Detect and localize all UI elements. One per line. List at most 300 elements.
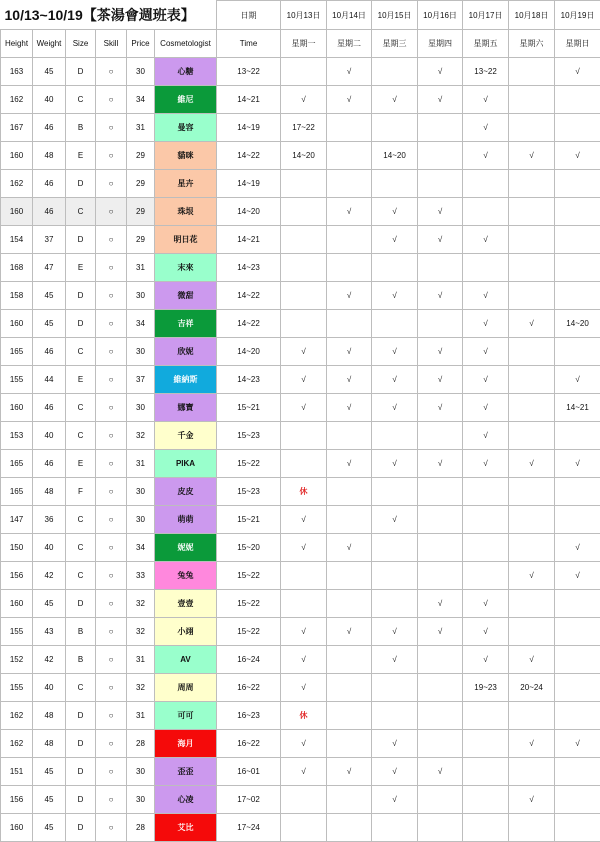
check-mark: √ bbox=[509, 786, 555, 814]
cell-price: 34 bbox=[127, 534, 155, 562]
cosmetologist-name: 海月 bbox=[155, 730, 217, 758]
day-cell bbox=[509, 702, 555, 730]
check-mark: √ bbox=[463, 114, 509, 142]
weekday-header: 星期一 bbox=[281, 30, 327, 58]
day-cell bbox=[418, 534, 463, 562]
check-mark: √ bbox=[327, 58, 372, 86]
day-cell bbox=[281, 198, 327, 226]
cell-price: 31 bbox=[127, 702, 155, 730]
table-row bbox=[1, 534, 600, 562]
cell-size: E bbox=[66, 142, 96, 170]
cosmetologist-name: 皮皮 bbox=[155, 478, 217, 506]
cell-price: 30 bbox=[127, 506, 155, 534]
day-cell bbox=[509, 534, 555, 562]
cell-time: 16~24 bbox=[217, 646, 281, 674]
check-mark: √ bbox=[463, 450, 509, 478]
cell-size: D bbox=[66, 786, 96, 814]
cosmetologist-name: 微甜 bbox=[155, 282, 217, 310]
cell-time: 16~22 bbox=[217, 730, 281, 758]
day-cell bbox=[509, 170, 555, 198]
cell-size: C bbox=[66, 198, 96, 226]
check-mark: √ bbox=[463, 282, 509, 310]
cell-size: C bbox=[66, 562, 96, 590]
day-cell bbox=[463, 170, 509, 198]
column-header-weight: Weight bbox=[33, 30, 66, 58]
cell-size: D bbox=[66, 814, 96, 842]
check-mark: √ bbox=[463, 394, 509, 422]
day-cell bbox=[418, 646, 463, 674]
check-mark: √ bbox=[281, 86, 327, 114]
cosmetologist-name: PIKA bbox=[155, 450, 217, 478]
cell-skill: ○ bbox=[96, 366, 127, 394]
check-mark: √ bbox=[555, 730, 600, 758]
day-cell bbox=[418, 114, 463, 142]
day-cell bbox=[509, 254, 555, 282]
day-cell bbox=[327, 814, 372, 842]
day-cell bbox=[327, 254, 372, 282]
cell-price: 32 bbox=[127, 590, 155, 618]
day-cell bbox=[327, 646, 372, 674]
cell-size: D bbox=[66, 758, 96, 786]
day-cell bbox=[372, 702, 418, 730]
day-cell bbox=[555, 758, 600, 786]
cell-height: 151 bbox=[1, 758, 33, 786]
cell-size: D bbox=[66, 590, 96, 618]
cell-skill: ○ bbox=[96, 730, 127, 758]
cell-price: 31 bbox=[127, 254, 155, 282]
cosmetologist-name: 妮妮 bbox=[155, 534, 217, 562]
check-mark: √ bbox=[281, 366, 327, 394]
cell-weight: 40 bbox=[33, 86, 66, 114]
day-cell bbox=[327, 506, 372, 534]
weekday-header: 星期三 bbox=[372, 30, 418, 58]
day-cell bbox=[418, 814, 463, 842]
day-cell bbox=[281, 450, 327, 478]
day-cell bbox=[509, 590, 555, 618]
cell-height: 155 bbox=[1, 366, 33, 394]
day-cell bbox=[509, 114, 555, 142]
check-mark: √ bbox=[281, 758, 327, 786]
day-cell bbox=[281, 226, 327, 254]
table-row bbox=[1, 730, 600, 758]
day-cell bbox=[418, 254, 463, 282]
cell-skill: ○ bbox=[96, 534, 127, 562]
day-cell bbox=[372, 478, 418, 506]
check-mark: √ bbox=[463, 226, 509, 254]
cell-size: D bbox=[66, 226, 96, 254]
table-row bbox=[1, 674, 600, 702]
cell-size: D bbox=[66, 170, 96, 198]
check-mark: √ bbox=[463, 86, 509, 114]
day-cell bbox=[327, 562, 372, 590]
cell-price: 30 bbox=[127, 338, 155, 366]
cell-price: 30 bbox=[127, 478, 155, 506]
cell-price: 29 bbox=[127, 142, 155, 170]
day-cell: 14~20 bbox=[372, 142, 418, 170]
cell-size: D bbox=[66, 58, 96, 86]
cell-time: 17~02 bbox=[217, 786, 281, 814]
day-cell: 17~22 bbox=[281, 114, 327, 142]
cell-size: C bbox=[66, 86, 96, 114]
cell-price: 29 bbox=[127, 226, 155, 254]
check-mark: √ bbox=[372, 338, 418, 366]
day-cell bbox=[327, 590, 372, 618]
cell-skill: ○ bbox=[96, 198, 127, 226]
cell-height: 167 bbox=[1, 114, 33, 142]
table-row bbox=[1, 786, 600, 814]
check-mark: √ bbox=[509, 142, 555, 170]
cell-time: 16~01 bbox=[217, 758, 281, 786]
table-row bbox=[1, 198, 600, 226]
cell-skill: ○ bbox=[96, 282, 127, 310]
cell-height: 160 bbox=[1, 394, 33, 422]
cell-price: 30 bbox=[127, 58, 155, 86]
day-cell bbox=[463, 758, 509, 786]
cell-height: 163 bbox=[1, 58, 33, 86]
check-mark: √ bbox=[281, 646, 327, 674]
date-header: 10月19日 bbox=[555, 1, 600, 30]
day-cell bbox=[463, 478, 509, 506]
table-row bbox=[1, 506, 600, 534]
weekday-header: 星期二 bbox=[327, 30, 372, 58]
day-cell bbox=[463, 786, 509, 814]
day-cell bbox=[418, 422, 463, 450]
day-cell bbox=[327, 114, 372, 142]
date-header: 10月18日 bbox=[509, 1, 555, 30]
day-cell bbox=[281, 310, 327, 338]
day-cell bbox=[372, 534, 418, 562]
cell-weight: 40 bbox=[33, 534, 66, 562]
cell-weight: 44 bbox=[33, 366, 66, 394]
cell-weight: 45 bbox=[33, 814, 66, 842]
cell-price: 31 bbox=[127, 114, 155, 142]
check-mark: √ bbox=[372, 86, 418, 114]
day-cell bbox=[509, 814, 555, 842]
cell-skill: ○ bbox=[96, 170, 127, 198]
weekday-header: 星期五 bbox=[463, 30, 509, 58]
date-header: 10月14日 bbox=[327, 1, 372, 30]
check-mark: √ bbox=[372, 394, 418, 422]
check-mark: √ bbox=[372, 646, 418, 674]
cell-weight: 45 bbox=[33, 310, 66, 338]
cell-weight: 45 bbox=[33, 282, 66, 310]
table-row bbox=[1, 282, 600, 310]
cell-price: 37 bbox=[127, 366, 155, 394]
day-cell bbox=[555, 198, 600, 226]
day-cell bbox=[418, 730, 463, 758]
cell-skill: ○ bbox=[96, 646, 127, 674]
day-cell bbox=[555, 674, 600, 702]
cell-weight: 40 bbox=[33, 674, 66, 702]
cell-price: 32 bbox=[127, 422, 155, 450]
cell-height: 160 bbox=[1, 814, 33, 842]
table-row bbox=[1, 142, 600, 170]
weekday-header: 星期六 bbox=[509, 30, 555, 58]
cell-time: 14~19 bbox=[217, 170, 281, 198]
day-cell bbox=[509, 394, 555, 422]
cell-weight: 48 bbox=[33, 730, 66, 758]
check-mark: √ bbox=[327, 758, 372, 786]
day-cell bbox=[418, 506, 463, 534]
day-cell bbox=[327, 730, 372, 758]
cosmetologist-name: 心凌 bbox=[155, 786, 217, 814]
cell-price: 28 bbox=[127, 814, 155, 842]
check-mark: √ bbox=[327, 198, 372, 226]
cosmetologist-name: 貓咪 bbox=[155, 142, 217, 170]
day-cell bbox=[463, 814, 509, 842]
cell-weight: 45 bbox=[33, 590, 66, 618]
check-mark: √ bbox=[555, 366, 600, 394]
check-mark: √ bbox=[418, 394, 463, 422]
cell-height: 156 bbox=[1, 786, 33, 814]
cell-price: 30 bbox=[127, 394, 155, 422]
day-cell: 14~20 bbox=[281, 142, 327, 170]
time-label: Time bbox=[217, 30, 281, 58]
table-row bbox=[1, 366, 600, 394]
day-cell bbox=[418, 310, 463, 338]
check-mark: √ bbox=[372, 226, 418, 254]
cosmetologist-name: 壹壹 bbox=[155, 590, 217, 618]
check-mark: √ bbox=[418, 758, 463, 786]
cosmetologist-name: 吉祥 bbox=[155, 310, 217, 338]
cell-skill: ○ bbox=[96, 142, 127, 170]
table-row bbox=[1, 814, 600, 842]
cell-skill: ○ bbox=[96, 618, 127, 646]
cell-height: 155 bbox=[1, 674, 33, 702]
day-cell bbox=[555, 478, 600, 506]
check-mark: √ bbox=[372, 282, 418, 310]
cell-height: 156 bbox=[1, 562, 33, 590]
date-header: 10月15日 bbox=[372, 1, 418, 30]
cell-height: 160 bbox=[1, 142, 33, 170]
check-mark: √ bbox=[418, 450, 463, 478]
day-cell bbox=[327, 226, 372, 254]
day-cell bbox=[555, 422, 600, 450]
cell-weight: 46 bbox=[33, 394, 66, 422]
cosmetologist-name: 兔兔 bbox=[155, 562, 217, 590]
check-mark: √ bbox=[509, 730, 555, 758]
cosmetologist-name: 娜寶 bbox=[155, 394, 217, 422]
cell-weight: 48 bbox=[33, 702, 66, 730]
cell-weight: 46 bbox=[33, 338, 66, 366]
cosmetologist-name: 心糖 bbox=[155, 58, 217, 86]
cell-weight: 43 bbox=[33, 618, 66, 646]
table-row bbox=[1, 226, 600, 254]
cell-skill: ○ bbox=[96, 814, 127, 842]
cell-weight: 42 bbox=[33, 562, 66, 590]
cell-size: E bbox=[66, 254, 96, 282]
day-cell bbox=[281, 254, 327, 282]
day-cell bbox=[281, 562, 327, 590]
cosmetologist-name: 欣妮 bbox=[155, 338, 217, 366]
cell-weight: 48 bbox=[33, 142, 66, 170]
column-header-skill: Skill bbox=[96, 30, 127, 58]
cell-time: 14~21 bbox=[217, 86, 281, 114]
check-mark: √ bbox=[281, 618, 327, 646]
cell-skill: ○ bbox=[96, 506, 127, 534]
cell-time: 15~20 bbox=[217, 534, 281, 562]
cell-size: D bbox=[66, 310, 96, 338]
table-row bbox=[1, 338, 600, 366]
day-cell bbox=[281, 814, 327, 842]
day-cell bbox=[509, 506, 555, 534]
table-row bbox=[1, 254, 600, 282]
weekday-header: 星期四 bbox=[418, 30, 463, 58]
cell-skill: ○ bbox=[96, 562, 127, 590]
cell-size: C bbox=[66, 674, 96, 702]
day-cell bbox=[555, 170, 600, 198]
day-cell bbox=[555, 618, 600, 646]
day-cell bbox=[555, 814, 600, 842]
cell-time: 14~22 bbox=[217, 282, 281, 310]
day-cell bbox=[281, 58, 327, 86]
cell-time: 15~22 bbox=[217, 590, 281, 618]
check-mark: √ bbox=[418, 618, 463, 646]
cell-height: 165 bbox=[1, 338, 33, 366]
day-cell bbox=[509, 338, 555, 366]
day-cell bbox=[418, 674, 463, 702]
cell-skill: ○ bbox=[96, 394, 127, 422]
cell-weight: 45 bbox=[33, 58, 66, 86]
check-mark: √ bbox=[281, 730, 327, 758]
cell-time: 14~23 bbox=[217, 254, 281, 282]
column-header-cosmetologist: Cosmetologist bbox=[155, 30, 217, 58]
cell-skill: ○ bbox=[96, 422, 127, 450]
check-mark: √ bbox=[372, 198, 418, 226]
day-cell bbox=[372, 590, 418, 618]
cosmetologist-name: 可可 bbox=[155, 702, 217, 730]
cell-height: 155 bbox=[1, 618, 33, 646]
column-header-size: Size bbox=[66, 30, 96, 58]
check-mark: √ bbox=[327, 618, 372, 646]
cell-price: 31 bbox=[127, 450, 155, 478]
cosmetologist-name: 曼容 bbox=[155, 114, 217, 142]
cell-skill: ○ bbox=[96, 450, 127, 478]
cell-weight: 47 bbox=[33, 254, 66, 282]
day-cell bbox=[509, 758, 555, 786]
cell-price: 29 bbox=[127, 170, 155, 198]
cell-time: 15~23 bbox=[217, 478, 281, 506]
cell-skill: ○ bbox=[96, 478, 127, 506]
rest-mark: 休 bbox=[281, 702, 327, 730]
day-cell bbox=[555, 702, 600, 730]
table-row bbox=[1, 114, 600, 142]
date-header: 10月17日 bbox=[463, 1, 509, 30]
check-mark: √ bbox=[281, 534, 327, 562]
day-cell: 20~24 bbox=[509, 674, 555, 702]
day-cell bbox=[555, 86, 600, 114]
check-mark: √ bbox=[372, 450, 418, 478]
cell-price: 34 bbox=[127, 310, 155, 338]
day-cell bbox=[372, 422, 418, 450]
check-mark: √ bbox=[327, 534, 372, 562]
day-cell bbox=[555, 338, 600, 366]
table-row bbox=[1, 478, 600, 506]
day-cell: 14~21 bbox=[555, 394, 600, 422]
day-cell: 13~22 bbox=[463, 58, 509, 86]
check-mark: √ bbox=[281, 674, 327, 702]
day-cell bbox=[418, 562, 463, 590]
cell-price: 32 bbox=[127, 674, 155, 702]
cosmetologist-name: 明日花 bbox=[155, 226, 217, 254]
day-cell bbox=[463, 198, 509, 226]
cosmetologist-name: AV bbox=[155, 646, 217, 674]
cell-height: 160 bbox=[1, 310, 33, 338]
cell-height: 165 bbox=[1, 478, 33, 506]
cell-size: C bbox=[66, 422, 96, 450]
day-cell: 19~23 bbox=[463, 674, 509, 702]
day-cell bbox=[509, 618, 555, 646]
cell-time: 16~23 bbox=[217, 702, 281, 730]
cell-size: E bbox=[66, 366, 96, 394]
cell-height: 147 bbox=[1, 506, 33, 534]
cell-price: 30 bbox=[127, 786, 155, 814]
table-row bbox=[1, 702, 600, 730]
cell-price: 28 bbox=[127, 730, 155, 758]
cell-price: 34 bbox=[127, 86, 155, 114]
check-mark: √ bbox=[463, 618, 509, 646]
day-cell bbox=[281, 786, 327, 814]
cell-size: C bbox=[66, 338, 96, 366]
weekday-header: 星期日 bbox=[555, 30, 600, 58]
day-cell bbox=[281, 422, 327, 450]
check-mark: √ bbox=[281, 394, 327, 422]
day-cell bbox=[463, 534, 509, 562]
cell-weight: 48 bbox=[33, 478, 66, 506]
cell-skill: ○ bbox=[96, 310, 127, 338]
day-cell bbox=[509, 198, 555, 226]
day-cell bbox=[281, 590, 327, 618]
table-row bbox=[1, 422, 600, 450]
cell-skill: ○ bbox=[96, 58, 127, 86]
check-mark: √ bbox=[463, 646, 509, 674]
day-cell bbox=[327, 422, 372, 450]
cell-weight: 46 bbox=[33, 198, 66, 226]
cell-size: F bbox=[66, 478, 96, 506]
cell-size: D bbox=[66, 730, 96, 758]
table-row bbox=[1, 450, 600, 478]
table-row bbox=[1, 394, 600, 422]
column-header-price: Price bbox=[127, 30, 155, 58]
cell-weight: 46 bbox=[33, 114, 66, 142]
table-row bbox=[1, 758, 600, 786]
cell-time: 13~22 bbox=[217, 58, 281, 86]
cell-weight: 46 bbox=[33, 170, 66, 198]
cell-price: 30 bbox=[127, 282, 155, 310]
cell-skill: ○ bbox=[96, 254, 127, 282]
cosmetologist-name: 歪歪 bbox=[155, 758, 217, 786]
day-cell bbox=[463, 702, 509, 730]
cell-time: 15~22 bbox=[217, 450, 281, 478]
day-cell bbox=[327, 786, 372, 814]
check-mark: √ bbox=[327, 394, 372, 422]
cell-size: D bbox=[66, 702, 96, 730]
cell-size: B bbox=[66, 646, 96, 674]
cell-time: 15~21 bbox=[217, 394, 281, 422]
check-mark: √ bbox=[509, 310, 555, 338]
check-mark: √ bbox=[327, 450, 372, 478]
page-title: 10/13~10/19【茶湯會週班表】 bbox=[1, 1, 217, 30]
cell-time: 15~22 bbox=[217, 618, 281, 646]
cell-size: B bbox=[66, 114, 96, 142]
cell-skill: ○ bbox=[96, 338, 127, 366]
cell-time: 14~20 bbox=[217, 338, 281, 366]
date-label: 日期 bbox=[217, 1, 281, 30]
check-mark: √ bbox=[555, 562, 600, 590]
column-header-height: Height bbox=[1, 30, 33, 58]
cell-skill: ○ bbox=[96, 702, 127, 730]
check-mark: √ bbox=[418, 198, 463, 226]
